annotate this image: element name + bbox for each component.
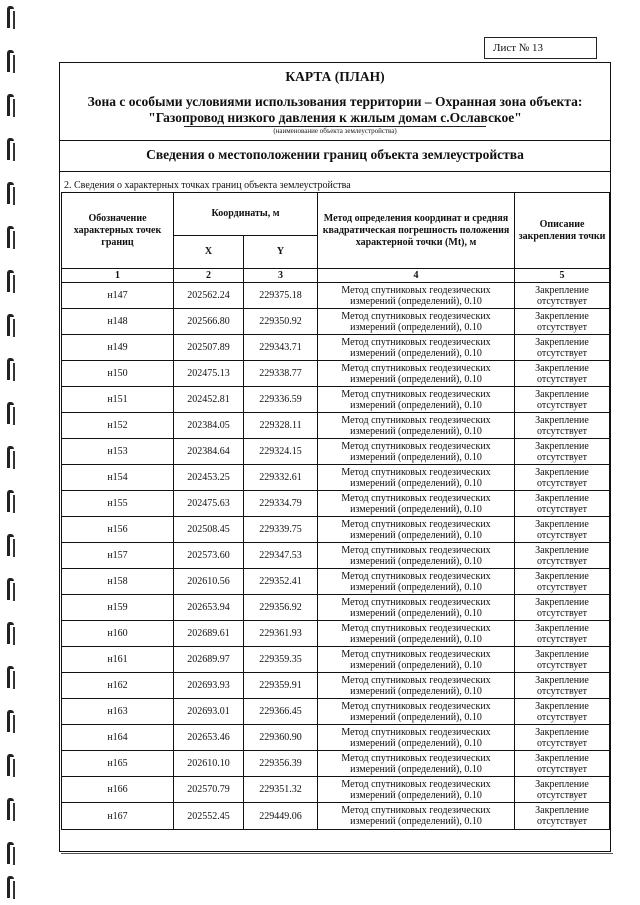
point-label: н158 (62, 569, 174, 595)
table-row (62, 309, 610, 335)
column-number: 4 (318, 269, 515, 283)
method-line1: Метод спутниковых геодезических (341, 674, 491, 686)
point-label: н147 (62, 283, 174, 309)
method-cell (318, 699, 515, 725)
table-row (62, 595, 610, 621)
method-line2: измерений (определений), 0.10 (350, 425, 482, 437)
table-body (62, 283, 610, 830)
point-label: н150 (62, 361, 174, 387)
binding-ring (7, 578, 14, 600)
method-line1: Метод спутниковых геодезических (341, 414, 491, 426)
description-line2: отсутствует (537, 477, 588, 489)
method-line2: измерений (определений), 0.10 (350, 581, 482, 593)
coord-y: 229350.92 (244, 309, 318, 335)
coord-x: 202384.64 (174, 439, 244, 465)
method-cell (318, 621, 515, 647)
point-label: н160 (62, 621, 174, 647)
zone-title-line2: "Газопровод низкого давления к жилым домам с.Ославское" (148, 110, 522, 125)
point-label: н157 (62, 543, 174, 569)
description-line2: отсутствует (537, 425, 588, 437)
point-label: н163 (62, 699, 174, 725)
description-cell (515, 361, 610, 387)
method-cell (318, 543, 515, 569)
method-line2: измерений (определений), 0.10 (350, 399, 482, 411)
coord-y: 229352.41 (244, 569, 318, 595)
description-line1: Закрепление (535, 700, 589, 712)
method-line1: Метод спутниковых геодезических (341, 805, 491, 816)
method-line1: Метод спутниковых геодезических (341, 596, 491, 608)
description-cell (515, 777, 610, 803)
method-line2: измерений (определений), 0.10 (350, 295, 482, 307)
method-cell (318, 725, 515, 751)
binding-ring (7, 534, 14, 556)
description-line1: Закрепление (535, 284, 589, 296)
coord-x: 202689.97 (174, 647, 244, 673)
coord-y: 229366.45 (244, 699, 318, 725)
table-row (62, 413, 610, 439)
description-cell (515, 283, 610, 309)
method-cell (318, 777, 515, 803)
column-number: 1 (62, 269, 174, 283)
method-line1: Метод спутниковых геодезических (341, 440, 491, 452)
coord-y: 229360.90 (244, 725, 318, 751)
method-line2: измерений (определений), 0.10 (350, 529, 482, 541)
coord-x: 202570.79 (174, 777, 244, 803)
coord-y: 229332.61 (244, 465, 318, 491)
binding-ring (7, 358, 14, 380)
zone-title-line1: Зона с особыми условиями использования территории – Охранная зона объекта: (87, 94, 583, 109)
description-line2: отсутствует (537, 581, 588, 593)
sheet-number: Лист № 13 (484, 37, 597, 59)
coord-y: 229343.71 (244, 335, 318, 361)
point-label: н159 (62, 595, 174, 621)
column-number: 2 (174, 269, 244, 283)
coord-x: 202566.80 (174, 309, 244, 335)
description-cell (515, 621, 610, 647)
binding-ring (7, 270, 14, 292)
column-header-coordinates: Координаты, м (174, 193, 318, 236)
description-line2: отсутствует (537, 399, 588, 411)
description-cell (515, 647, 610, 673)
description-line2: отсутствует (537, 321, 588, 333)
method-cell (318, 751, 515, 777)
description-line2: отсутствует (537, 607, 588, 619)
coord-y: 229324.15 (244, 439, 318, 465)
description-cell (515, 465, 610, 491)
point-label: н166 (62, 777, 174, 803)
column-header-description: Описание закрепления точки (515, 193, 610, 269)
description-line2: отсутствует (537, 347, 588, 359)
description-cell (515, 309, 610, 335)
point-label: н156 (62, 517, 174, 543)
binding-ring (7, 138, 14, 160)
table-row (62, 621, 610, 647)
method-line1: Метод спутниковых геодезических (341, 492, 491, 504)
description-line2: отсутствует (537, 711, 588, 723)
description-line2: отсутствует (537, 816, 588, 827)
description-line1: Закрепление (535, 414, 589, 426)
coord-y: 229351.32 (244, 777, 318, 803)
column-header-y: Y (244, 236, 318, 269)
description-line1: Закрепление (535, 570, 589, 582)
point-label: н148 (62, 309, 174, 335)
method-line2: измерений (определений), 0.10 (350, 321, 482, 333)
description-line1: Закрепление (535, 362, 589, 374)
description-line2: отсутствует (537, 659, 588, 671)
coord-x: 202452.81 (174, 387, 244, 413)
binding-ring (7, 842, 14, 864)
coord-x: 202573.60 (174, 543, 244, 569)
description-line1: Закрепление (535, 648, 589, 660)
method-line2: измерений (определений), 0.10 (350, 503, 482, 515)
point-label: н162 (62, 673, 174, 699)
coord-y: 229359.91 (244, 673, 318, 699)
table-row (62, 335, 610, 361)
description-line1: Закрепление (535, 336, 589, 348)
description-line1: Закрепление (535, 466, 589, 478)
method-cell (318, 283, 515, 309)
description-line1: Закрепление (535, 440, 589, 452)
point-label: н164 (62, 725, 174, 751)
column-number: 5 (515, 269, 610, 283)
method-cell (318, 673, 515, 699)
coord-y: 229356.92 (244, 595, 318, 621)
description-line2: отсутствует (537, 789, 588, 801)
method-cell (318, 335, 515, 361)
description-line1: Закрепление (535, 752, 589, 764)
coord-x: 202689.61 (174, 621, 244, 647)
method-cell (318, 595, 515, 621)
description-line1: Закрепление (535, 388, 589, 400)
point-label: н149 (62, 335, 174, 361)
method-line2: измерений (определений), 0.10 (350, 685, 482, 697)
description-cell (515, 517, 610, 543)
document-header (60, 63, 610, 141)
method-line1: Метод спутниковых геодезических (341, 388, 491, 400)
point-label: н154 (62, 465, 174, 491)
method-cell (318, 387, 515, 413)
table-row (62, 543, 610, 569)
table-row (62, 465, 610, 491)
binding-ring (7, 182, 14, 204)
description-line2: отсутствует (537, 451, 588, 463)
coord-x: 202610.56 (174, 569, 244, 595)
method-line1: Метод спутниковых геодезических (341, 700, 491, 712)
description-cell (515, 803, 610, 830)
binding-ring (7, 402, 14, 424)
description-line1: Закрепление (535, 726, 589, 738)
binding-ring (7, 710, 14, 732)
coord-y: 229334.79 (244, 491, 318, 517)
table-row (62, 491, 610, 517)
coord-x: 202693.01 (174, 699, 244, 725)
description-line1: Закрепление (535, 518, 589, 530)
section-divider (60, 171, 610, 172)
table-row (62, 725, 610, 751)
binding-ring (7, 490, 14, 512)
table-row (62, 517, 610, 543)
section-title: Сведения о местоположении границ объекта землеустройства (146, 147, 524, 162)
binding-ring (7, 314, 14, 336)
description-line1: Закрепление (535, 622, 589, 634)
method-cell (318, 517, 515, 543)
binding-ring (7, 754, 14, 776)
description-cell (515, 439, 610, 465)
description-cell (515, 543, 610, 569)
coord-x: 202507.89 (174, 335, 244, 361)
method-cell (318, 309, 515, 335)
coord-y: 229338.77 (244, 361, 318, 387)
method-line1: Метод спутниковых геодезических (341, 544, 491, 556)
method-cell (318, 647, 515, 673)
coord-x: 202562.24 (174, 283, 244, 309)
method-cell (318, 413, 515, 439)
description-cell (515, 569, 610, 595)
description-cell (515, 673, 610, 699)
point-label: н167 (62, 803, 174, 830)
subsection-title: 2. Сведения о характерных точках границ объекта землеустройства (64, 180, 351, 191)
header-divider (60, 140, 610, 141)
method-line2: измерений (определений), 0.10 (350, 711, 482, 723)
object-name-caption: (наименование объекта землеустройства) (273, 127, 397, 135)
method-line1: Метод спутниковых геодезических (341, 570, 491, 582)
method-line2: измерений (определений), 0.10 (350, 555, 482, 567)
binding-ring (7, 446, 14, 468)
point-label: н151 (62, 387, 174, 413)
description-line2: отсутствует (537, 295, 588, 307)
coord-x: 202610.10 (174, 751, 244, 777)
map-title: КАРТА (ПЛАН) (285, 69, 385, 84)
description-line1: Закрепление (535, 805, 589, 816)
coord-y: 229356.39 (244, 751, 318, 777)
description-cell (515, 751, 610, 777)
method-cell (318, 803, 515, 830)
method-line1: Метод спутниковых геодезических (341, 466, 491, 478)
description-line2: отсутствует (537, 737, 588, 749)
method-line2: измерений (определений), 0.10 (350, 789, 482, 801)
frame-shadow-line (61, 850, 613, 854)
method-line1: Метод спутниковых геодезических (341, 622, 491, 634)
method-cell (318, 439, 515, 465)
coord-x: 202653.94 (174, 595, 244, 621)
table-row (62, 699, 610, 725)
method-line2: измерений (определений), 0.10 (350, 451, 482, 463)
table-row (62, 569, 610, 595)
description-line2: отсутствует (537, 555, 588, 567)
column-header-point: Обозначение характерных точек границ (62, 193, 174, 269)
method-cell (318, 569, 515, 595)
method-line2: измерений (определений), 0.10 (350, 347, 482, 359)
binding-ring (7, 622, 14, 644)
method-line2: измерений (определений), 0.10 (350, 816, 482, 827)
binding-ring (7, 94, 14, 116)
binding-ring (7, 6, 14, 28)
description-cell (515, 491, 610, 517)
table-row (62, 777, 610, 803)
table-row (62, 387, 610, 413)
description-cell (515, 595, 610, 621)
coord-y: 229336.59 (244, 387, 318, 413)
binding-ring (7, 798, 14, 820)
table-row (62, 439, 610, 465)
coord-y: 229339.75 (244, 517, 318, 543)
description-line2: отсутствует (537, 503, 588, 515)
coord-y: 229359.35 (244, 647, 318, 673)
method-cell (318, 465, 515, 491)
document-frame (59, 62, 611, 852)
coord-y: 229361.93 (244, 621, 318, 647)
binding-rings (4, 0, 20, 905)
coord-x: 202384.05 (174, 413, 244, 439)
method-cell (318, 361, 515, 387)
table-row (62, 751, 610, 777)
coord-x: 202475.63 (174, 491, 244, 517)
table-row (62, 647, 610, 673)
table-row (62, 283, 610, 309)
point-label: н152 (62, 413, 174, 439)
description-line1: Закрепление (535, 674, 589, 686)
table-row (62, 673, 610, 699)
table-row (62, 361, 610, 387)
description-line2: отсутствует (537, 763, 588, 775)
binding-ring (7, 666, 14, 688)
method-line2: измерений (определений), 0.10 (350, 633, 482, 645)
description-cell (515, 413, 610, 439)
method-line2: измерений (определений), 0.10 (350, 607, 482, 619)
method-line1: Метод спутниковых геодезических (341, 362, 491, 374)
coord-x: 202693.93 (174, 673, 244, 699)
coord-y: 229375.18 (244, 283, 318, 309)
point-label: н155 (62, 491, 174, 517)
point-label: н161 (62, 647, 174, 673)
coord-y: 229347.53 (244, 543, 318, 569)
description-line2: отсутствует (537, 529, 588, 541)
coord-x: 202475.13 (174, 361, 244, 387)
binding-ring (7, 50, 14, 72)
coord-x: 202508.45 (174, 517, 244, 543)
method-line2: измерений (определений), 0.10 (350, 737, 482, 749)
method-line1: Метод спутниковых геодезических (341, 284, 491, 296)
method-line1: Метод спутниковых геодезических (341, 518, 491, 530)
description-line1: Закрепление (535, 492, 589, 504)
point-label: н165 (62, 751, 174, 777)
description-cell (515, 387, 610, 413)
method-line1: Метод спутниковых геодезических (341, 752, 491, 764)
coord-x: 202552.45 (174, 803, 244, 830)
object-name-underline (184, 126, 486, 136)
point-label: н153 (62, 439, 174, 465)
description-cell (515, 725, 610, 751)
method-line1: Метод спутниковых геодезических (341, 778, 491, 790)
description-line1: Закрепление (535, 778, 589, 790)
method-line1: Метод спутниковых геодезических (341, 310, 491, 322)
column-header-method: Метод определения координат и средняя квадратическая погрешность положения характерной точки (Mt), м (318, 193, 515, 269)
binding-ring (7, 226, 14, 248)
description-line1: Закрепление (535, 544, 589, 556)
coord-y: 229328.11 (244, 413, 318, 439)
description-line2: отсутствует (537, 373, 588, 385)
method-cell (318, 491, 515, 517)
coord-x: 202653.46 (174, 725, 244, 751)
column-number: 3 (244, 269, 318, 283)
method-line2: измерений (определений), 0.10 (350, 763, 482, 775)
boundary-points-table (61, 192, 610, 830)
description-line1: Закрепление (535, 310, 589, 322)
description-line1: Закрепление (535, 596, 589, 608)
method-line1: Метод спутниковых геодезических (341, 726, 491, 738)
method-line1: Метод спутниковых геодезических (341, 648, 491, 660)
coord-y: 229449.06 (244, 803, 318, 830)
description-line2: отсутствует (537, 633, 588, 645)
method-line2: измерений (определений), 0.10 (350, 477, 482, 489)
coord-x: 202453.25 (174, 465, 244, 491)
description-cell (515, 699, 610, 725)
table-row (62, 803, 610, 830)
method-line1: Метод спутниковых геодезических (341, 336, 491, 348)
method-line2: измерений (определений), 0.10 (350, 373, 482, 385)
binding-ring (7, 876, 14, 898)
description-line2: отсутствует (537, 685, 588, 697)
description-cell (515, 335, 610, 361)
method-line2: измерений (определений), 0.10 (350, 659, 482, 671)
column-header-x: X (174, 236, 244, 269)
